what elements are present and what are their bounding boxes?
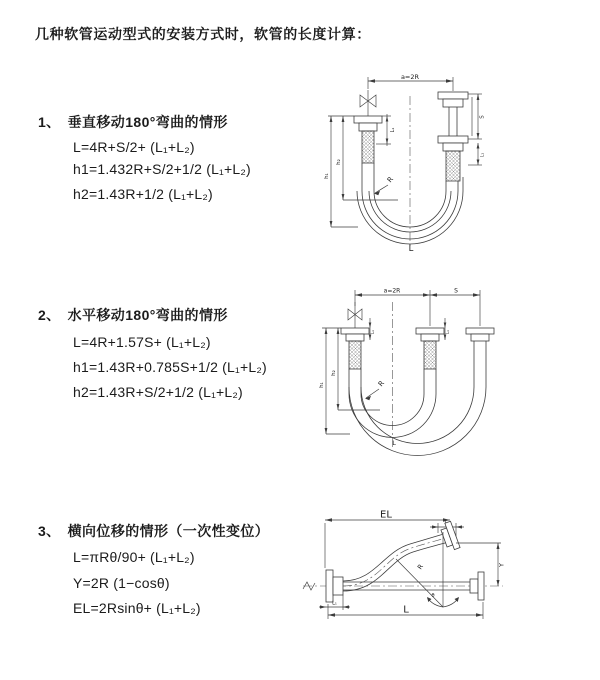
diagram-horizontal-180-bend (310, 282, 600, 467)
section-3-number: 3、 (38, 523, 61, 539)
dim-h1-label: h₁ (319, 382, 325, 388)
section-1-heading (38, 112, 228, 132)
section-1-number: 1、 (38, 114, 61, 130)
braided-hose-left (362, 131, 374, 163)
shifted-flange (466, 328, 494, 341)
radius-label: R (415, 562, 425, 572)
dim-h1-label: h₁ (324, 173, 330, 179)
dim-h2-label: h₂ (331, 370, 337, 376)
dim-el-label: EL (380, 509, 392, 521)
formula-3-l: L=πRθ/90+ (L₁+L₂) (73, 549, 195, 565)
dim-s-label: S (454, 287, 458, 295)
dim-a2r-label: a=2R (400, 73, 420, 81)
dim-l-label: L (403, 604, 409, 616)
dimension-h1 (322, 328, 350, 434)
length-label: L (392, 439, 396, 447)
section-1-title: 垂直移动180°弯曲的情形 (67, 114, 228, 130)
right-riser (438, 92, 468, 181)
dim-l1-left-label: L₁ (390, 127, 396, 133)
dim-l1-right-label: L₁ (480, 152, 486, 158)
valve-icon (348, 302, 362, 328)
radius-label: R (385, 175, 396, 185)
radius-leader (365, 389, 379, 400)
dimension-el (325, 518, 450, 568)
formula-2-h2: h2=1.43R+S/2+1/2 (L₁+L₂) (73, 384, 243, 400)
tilted-flange (439, 521, 460, 551)
radius-leader (374, 185, 388, 195)
left-flange (354, 116, 382, 163)
section-2-heading (38, 305, 228, 325)
section-3-heading (38, 521, 269, 541)
dim-l1-mid-label: L₁ (445, 330, 450, 334)
dim-l1-label: L₁ (332, 600, 337, 607)
formula-3-el: EL=2Rsinθ+ (L₁+L₂) (73, 600, 201, 616)
dimension-a2r (355, 287, 480, 326)
left-flange (341, 328, 369, 369)
valve-icon (360, 90, 376, 116)
braided-hose-right (446, 151, 460, 181)
radius-label: R (376, 379, 387, 389)
formula-3-y: Y=2R (1−cosθ) (73, 575, 170, 591)
section-3-title: 横向位移的情形（一次性变位） (67, 523, 270, 539)
formula-1-h2: h2=1.43R+1/2 (L₁+L₂) (73, 186, 213, 202)
angle-theta-label: θ (431, 593, 435, 599)
formula-2-l: L=4R+1.57S+ (L₁+L₂) (73, 334, 211, 350)
displaced-hose (343, 521, 460, 591)
dim-a2r-label: a=2R (383, 287, 401, 295)
right-flange (470, 572, 484, 600)
section-2-number: 2、 (38, 307, 61, 323)
middle-flange (416, 328, 444, 369)
section-2-title: 水平移动180°弯曲的情形 (67, 307, 228, 323)
formula-1-h1: h1=1.432R+S/2+1/2 (L₁+L₂) (73, 161, 251, 177)
page-title: 几种软管运动型式的安装方式时，软管的长度计算： (35, 26, 371, 42)
left-flange (326, 570, 343, 602)
dim-h2-label: h₂ (336, 159, 342, 165)
length-label: L (408, 244, 414, 254)
break-mark (303, 582, 315, 590)
dim-s-label: S (479, 115, 486, 119)
dim-y-label: Y (497, 563, 506, 567)
dim-l1-left-label: L₁ (370, 330, 375, 334)
formula-1-l: L=4R+S/2+ (L₁+L₂) (73, 139, 195, 155)
diagram-lateral-displacement (298, 500, 598, 680)
formula-2-h1: h1=1.43R+0.785S+1/2 (L₁+L₂) (73, 359, 267, 375)
diagram-vertical-180-bend (310, 70, 600, 265)
